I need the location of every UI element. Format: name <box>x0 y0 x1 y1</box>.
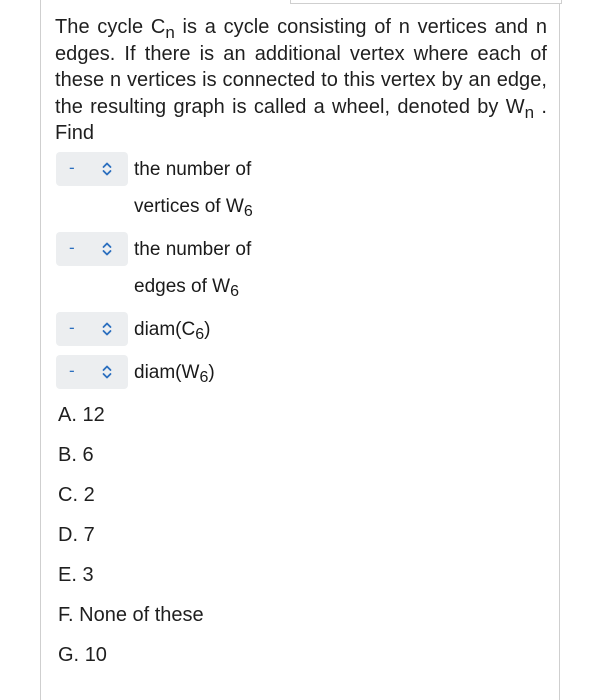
select-value: - <box>69 361 75 380</box>
question-subscript: n <box>165 23 175 42</box>
label-subscript: 6 <box>230 283 240 300</box>
option-d <box>58 520 204 560</box>
label-text: diam(C <box>134 319 196 340</box>
answer-select-3[interactable] <box>56 312 128 346</box>
question-part: is a cycle consisting of n vertices and n edges. If there is an additional vertex where each of these n vertices is connected to this vertex by an edge, the resulting graph is called a wheel, denoted by W <box>55 16 547 118</box>
label-text: vertices of W <box>134 196 244 217</box>
option-text: 6 <box>82 444 94 466</box>
answer-select-2[interactable] <box>56 232 128 266</box>
option-text: 12 <box>82 404 105 426</box>
chevron-up-down-icon <box>102 160 112 178</box>
chevron-up-down-icon <box>102 240 112 258</box>
question-text <box>55 14 547 147</box>
option-letter: F. <box>58 604 74 626</box>
label-text: ) <box>204 319 211 340</box>
option-text: 10 <box>84 644 107 666</box>
answer-select-1[interactable] <box>56 152 128 186</box>
match-row-2 <box>56 232 294 305</box>
label-line <box>134 311 294 348</box>
label-line <box>134 354 294 391</box>
chevron-up-down-icon <box>102 320 112 338</box>
option-letter: E. <box>58 564 77 586</box>
chevron-up-down-icon <box>102 363 112 381</box>
match-row-3 <box>56 312 294 348</box>
option-f <box>58 600 204 640</box>
label-subscript: 6 <box>195 326 205 343</box>
label-line <box>134 188 294 225</box>
option-text: 2 <box>83 484 95 506</box>
option-letter: C. <box>58 484 78 506</box>
label-subscript: 6 <box>243 203 253 220</box>
top-tab <box>290 0 562 4</box>
option-b <box>58 440 204 480</box>
select-value: - <box>69 158 75 177</box>
label-line: the number of <box>134 239 252 260</box>
label-text: diam(W <box>134 362 200 383</box>
option-letter: B. <box>58 444 77 466</box>
label-text: edges of W <box>134 276 231 297</box>
label-subscript: 6 <box>199 369 209 386</box>
select-value: - <box>69 318 75 337</box>
label-line <box>134 268 294 305</box>
label-text: ) <box>208 362 215 383</box>
option-a <box>58 400 204 440</box>
answer-options <box>58 400 204 680</box>
select-label-2 <box>134 231 294 305</box>
select-label-4 <box>134 354 294 391</box>
select-label-1 <box>134 151 294 225</box>
option-c <box>58 480 204 520</box>
option-letter: D. <box>58 524 78 546</box>
answer-select-4[interactable] <box>56 355 128 389</box>
question-part: The cycle C <box>55 16 166 38</box>
match-row-4 <box>56 355 294 391</box>
option-text: None of these <box>79 604 204 626</box>
option-e <box>58 560 204 600</box>
option-letter: A. <box>58 404 77 426</box>
question-subscript: n <box>524 102 535 122</box>
select-value: - <box>69 238 75 257</box>
select-label-3 <box>134 311 294 348</box>
option-text: 7 <box>83 524 95 546</box>
match-row-1 <box>56 152 294 225</box>
option-g <box>58 640 204 680</box>
label-line: the number of <box>134 159 252 180</box>
question-part: . Find <box>55 95 547 144</box>
option-letter: G. <box>58 644 80 666</box>
option-text: 3 <box>82 564 94 586</box>
